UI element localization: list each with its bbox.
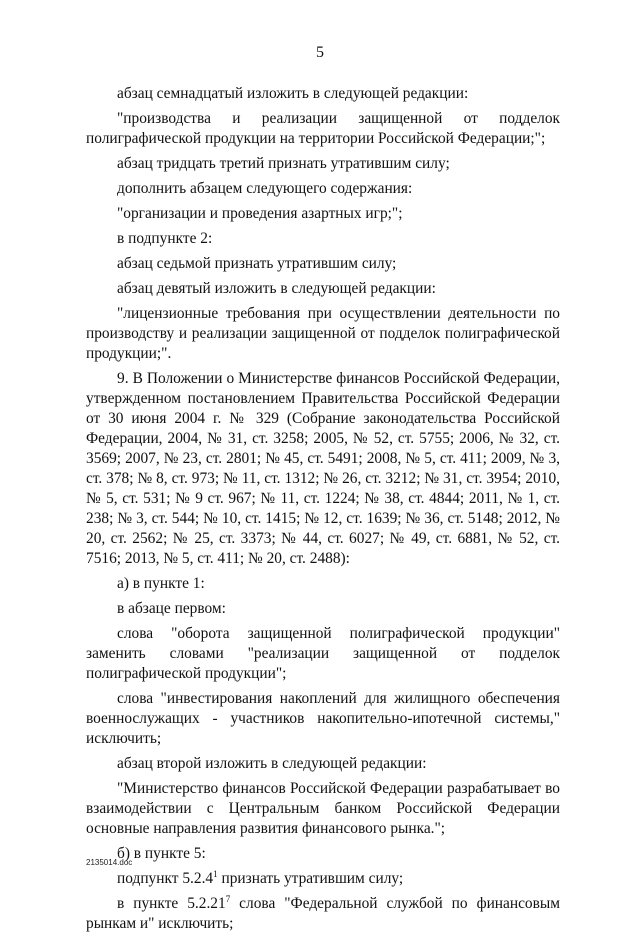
paragraph: в абзаце первом: xyxy=(117,600,226,617)
final-tail: слова "Федеральной службой по финансовым рынкам и" исключить; xyxy=(86,895,560,932)
final-text: в пункте 5.2.21 xyxy=(117,895,226,912)
paragraph: слова "инвестирования накоплений для жилищного обеспечения военнослужащих - участников накопительно-ипотечной системы," исключить; xyxy=(86,690,560,747)
paragraph: абзац девятый изложить в следующей редакции: xyxy=(117,280,436,297)
paragraph: "организации и проведения азартных игр;"; xyxy=(117,205,403,222)
subpoint-text: подпункт 5.2.4 xyxy=(117,870,214,887)
paragraph: абзац седьмой признать утратившим силу; xyxy=(117,255,397,272)
paragraph-subpoint xyxy=(86,869,560,889)
paragraph: "производства и реализации защищенной от подделок полиграфической продукции на территории Российской Федерации;"; xyxy=(86,110,560,147)
paragraph: а) в пункте 1: xyxy=(117,575,205,592)
superscript: 1 xyxy=(213,868,218,879)
page-number: 5 xyxy=(316,44,324,61)
paragraph: абзац тридцать третий признать утратившим силу; xyxy=(117,155,450,172)
subpoint-tail: признать утратившим силу; xyxy=(217,870,404,887)
paragraph: б) в пункте 5: xyxy=(117,845,206,862)
paragraph: "лицензионные требования при осуществлении деятельности по производству и реализации защищенной от подделок полиграфической продукции;". xyxy=(86,305,560,362)
paragraph-final xyxy=(86,894,560,934)
superscript: 7 xyxy=(225,893,231,904)
paragraph: абзац семнадцатый изложить в следующей редакции: xyxy=(117,85,469,102)
paragraph: слова "оборота защищенной полиграфической продукции" заменить словами "реализации защищенной от подделок полиграфической продукции"; xyxy=(86,625,560,682)
paragraph: 9. В Положении о Министерстве финансов Российской Федерации, утвержденном постановлением Правительства Российской Федерации от 30 июня 2004 г. № 329 (Собрание законодательства Российской Федерации, 2004, № 31, ст. 3258; 2005, № 52, ст. 5755; 2006, № 32, ст. 3569; 2007, № 23, ст. 2801; № 45, ст. 5491; 2008, № 5, ст. 411; 2009, № 3, ст. 378; № 8, ст. 973; № 11, ст. 1312; № 26, ст. 3212; № 31, ст. 3954; 2010, № 5, ст. 531; № 9 ст. 967; № 11, ст. 1224; № 38, ст. 4844; 2011, № 1, ст. 238; № 3, ст. 544; № 10, ст. 1415; № 12, ст. 1639; № 36, ст. 5148; 2012, № 20, ст. 2562; № 25, ст. 3373; № 44, ст. 6027; № 49, ст. 6881, № 52, ст. 7516; 2013, № 5, ст. 411; № 20, ст. 2488): xyxy=(86,370,560,567)
paragraph: дополнить абзацем следующего содержания: xyxy=(117,180,413,197)
paragraph: абзац второй изложить в следующей редакции: xyxy=(117,755,427,772)
paragraph: в подпункте 2: xyxy=(117,230,213,247)
file-name-footer: 2135014.doc xyxy=(86,858,133,867)
document-body xyxy=(86,84,560,939)
paragraph: "Министерство финансов Российской Федерации разрабатывает во взаимодействии с Центральным банком Российской Федерации основные направления развития финансового рынка."; xyxy=(86,780,560,837)
